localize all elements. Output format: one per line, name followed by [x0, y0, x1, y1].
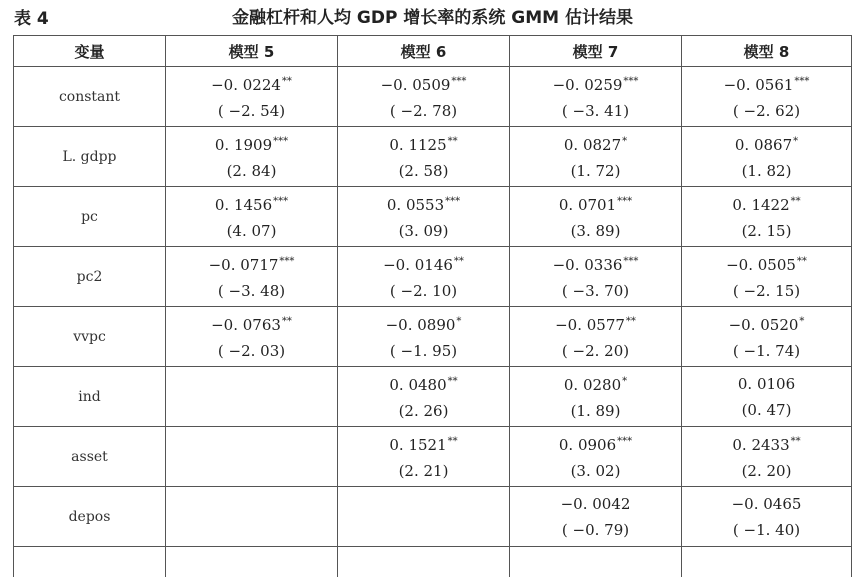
estimate-cell — [338, 247, 510, 307]
variable-name: pc2 — [14, 247, 166, 307]
coefficient: −0. 0042 — [561, 495, 631, 513]
header-model-5: 模型 5 — [166, 36, 338, 67]
coefficient: 0. 0827 — [564, 136, 621, 154]
estimate-cell — [338, 187, 510, 247]
estimate-cell — [682, 187, 852, 247]
estimate-cell — [682, 487, 852, 547]
table-row — [14, 187, 852, 247]
coefficient: −0. 0505 — [726, 256, 796, 274]
t-statistic: (3. 09) — [399, 218, 449, 244]
significance-stars: ** — [448, 136, 458, 147]
estimate-cell — [510, 307, 682, 367]
t-statistic: (2. 15) — [742, 218, 792, 244]
t-statistic: ( −3. 70) — [562, 278, 629, 304]
variable-name: depos — [14, 487, 166, 547]
variable-name: ind — [14, 367, 166, 427]
t-statistic: (4. 07) — [227, 218, 277, 244]
t-statistic: ( −1. 95) — [390, 338, 457, 364]
coefficient: 0. 1521 — [389, 436, 446, 454]
significance-stars: ** — [454, 256, 464, 267]
empty-cell — [338, 547, 510, 577]
variable-name: L. gdpp — [14, 127, 166, 187]
t-statistic: ( −2. 78) — [390, 98, 457, 124]
coefficient: 0. 1909 — [215, 136, 272, 154]
estimate-cell — [166, 67, 338, 127]
table-row-partial — [14, 547, 852, 577]
estimate-cell — [166, 487, 338, 547]
table-row — [14, 67, 852, 127]
t-statistic: ( −2. 10) — [390, 278, 457, 304]
t-statistic: (3. 89) — [571, 218, 621, 244]
coefficient: −0. 0561 — [724, 76, 794, 94]
estimate-cell — [338, 427, 510, 487]
estimate-cell — [682, 127, 852, 187]
t-statistic: ( −2. 03) — [218, 338, 285, 364]
coefficient: 0. 1422 — [732, 196, 789, 214]
results-table — [13, 35, 852, 577]
estimate-cell — [338, 127, 510, 187]
coefficient: −0. 0717 — [209, 256, 279, 274]
estimate-cell — [166, 367, 338, 427]
table-row — [14, 307, 852, 367]
estimate-cell — [682, 307, 852, 367]
significance-stars: *** — [279, 256, 294, 267]
estimate-cell — [166, 307, 338, 367]
estimate-cell — [682, 367, 852, 427]
significance-stars: ** — [797, 256, 807, 267]
t-statistic: ( −2. 15) — [733, 278, 800, 304]
coefficient: −0. 0259 — [553, 76, 623, 94]
t-statistic: (1. 82) — [742, 158, 792, 184]
coefficient: 0. 1125 — [389, 136, 446, 154]
estimate-cell — [510, 67, 682, 127]
estimate-cell — [510, 187, 682, 247]
coefficient: −0. 0890 — [386, 316, 456, 334]
t-statistic: (2. 84) — [227, 158, 277, 184]
estimate-cell — [510, 487, 682, 547]
estimate-cell — [338, 307, 510, 367]
coefficient: 0. 0867 — [735, 136, 792, 154]
coefficient: 0. 2433 — [732, 436, 789, 454]
table-caption — [0, 0, 865, 30]
t-statistic: (2. 21) — [399, 458, 449, 484]
significance-stars: * — [622, 376, 627, 387]
significance-stars: * — [456, 316, 461, 327]
estimate-cell — [682, 67, 852, 127]
significance-stars: *** — [273, 136, 288, 147]
variable-name: constant — [14, 67, 166, 127]
t-statistic: ( −2. 54) — [218, 98, 285, 124]
t-statistic: ( −0. 79) — [562, 517, 629, 543]
empty-cell — [166, 547, 338, 577]
t-statistic: (3. 02) — [571, 458, 621, 484]
coefficient: −0. 0336 — [553, 256, 623, 274]
coefficient: 0. 0553 — [387, 196, 444, 214]
significance-stars: *** — [445, 196, 460, 207]
header-model-6: 模型 6 — [338, 36, 510, 67]
header-model-7: 模型 7 — [510, 36, 682, 67]
coefficient: −0. 0465 — [732, 495, 802, 513]
estimate-cell — [682, 427, 852, 487]
estimate-cell — [166, 247, 338, 307]
t-statistic: (1. 89) — [571, 398, 621, 424]
estimate-cell — [166, 187, 338, 247]
estimate-cell — [510, 427, 682, 487]
estimate-cell — [166, 427, 338, 487]
header-row — [14, 36, 852, 67]
t-statistic: (2. 20) — [742, 458, 792, 484]
significance-stars: * — [799, 316, 804, 327]
significance-stars: ** — [282, 76, 292, 87]
t-statistic: ( −1. 74) — [733, 338, 800, 364]
t-statistic: ( −3. 48) — [218, 278, 285, 304]
estimate-cell — [510, 367, 682, 427]
significance-stars: * — [793, 136, 798, 147]
significance-stars: *** — [451, 76, 466, 87]
variable-name: pc — [14, 187, 166, 247]
significance-stars: *** — [794, 76, 809, 87]
significance-stars: ** — [791, 196, 801, 207]
estimate-cell — [338, 367, 510, 427]
estimate-cell — [510, 127, 682, 187]
significance-stars: ** — [791, 436, 801, 447]
significance-stars: ** — [626, 316, 636, 327]
significance-stars: *** — [623, 256, 638, 267]
header-model-8: 模型 8 — [682, 36, 852, 67]
t-statistic: ( −2. 20) — [562, 338, 629, 364]
empty-cell — [14, 547, 166, 577]
coefficient: −0. 0577 — [555, 316, 625, 334]
coefficient: 0. 0701 — [559, 196, 616, 214]
t-statistic: (2. 26) — [399, 398, 449, 424]
table-row — [14, 127, 852, 187]
table-row — [14, 487, 852, 547]
t-statistic: (2. 58) — [399, 158, 449, 184]
t-statistic: ( −2. 62) — [733, 98, 800, 124]
header-variable: 变量 — [14, 36, 166, 67]
coefficient: −0. 0146 — [383, 256, 453, 274]
t-statistic: (0. 47) — [742, 397, 792, 423]
significance-stars: ** — [282, 316, 292, 327]
significance-stars: ** — [448, 436, 458, 447]
variable-name: vvpc — [14, 307, 166, 367]
coefficient: −0. 0520 — [729, 316, 799, 334]
estimate-cell — [510, 247, 682, 307]
t-statistic: (1. 72) — [571, 158, 621, 184]
estimate-cell — [338, 487, 510, 547]
t-statistic: ( −1. 40) — [733, 517, 800, 543]
coefficient: 0. 0906 — [559, 436, 616, 454]
significance-stars: * — [622, 136, 627, 147]
coefficient: 0. 0480 — [389, 376, 446, 394]
table-row — [14, 367, 852, 427]
empty-cell — [510, 547, 682, 577]
table-row — [14, 247, 852, 307]
table-title: 金融杠杆和人均 GDP 增长率的系统 GMM 估计结果 — [0, 3, 865, 28]
coefficient: 0. 0106 — [738, 375, 795, 393]
coefficient: −0. 0509 — [381, 76, 451, 94]
variable-name: asset — [14, 427, 166, 487]
t-statistic: ( −3. 41) — [562, 98, 629, 124]
empty-cell — [682, 547, 852, 577]
coefficient: 0. 0280 — [564, 376, 621, 394]
estimate-cell — [682, 247, 852, 307]
coefficient: −0. 0763 — [211, 316, 281, 334]
coefficient: −0. 0224 — [211, 76, 281, 94]
significance-stars: *** — [617, 196, 632, 207]
table-row — [14, 427, 852, 487]
estimate-cell — [338, 67, 510, 127]
significance-stars: ** — [448, 376, 458, 387]
significance-stars: *** — [273, 196, 288, 207]
table-number: 表 4 — [14, 4, 49, 29]
significance-stars: *** — [617, 436, 632, 447]
significance-stars: *** — [623, 76, 638, 87]
coefficient: 0. 1456 — [215, 196, 272, 214]
estimate-cell — [166, 127, 338, 187]
